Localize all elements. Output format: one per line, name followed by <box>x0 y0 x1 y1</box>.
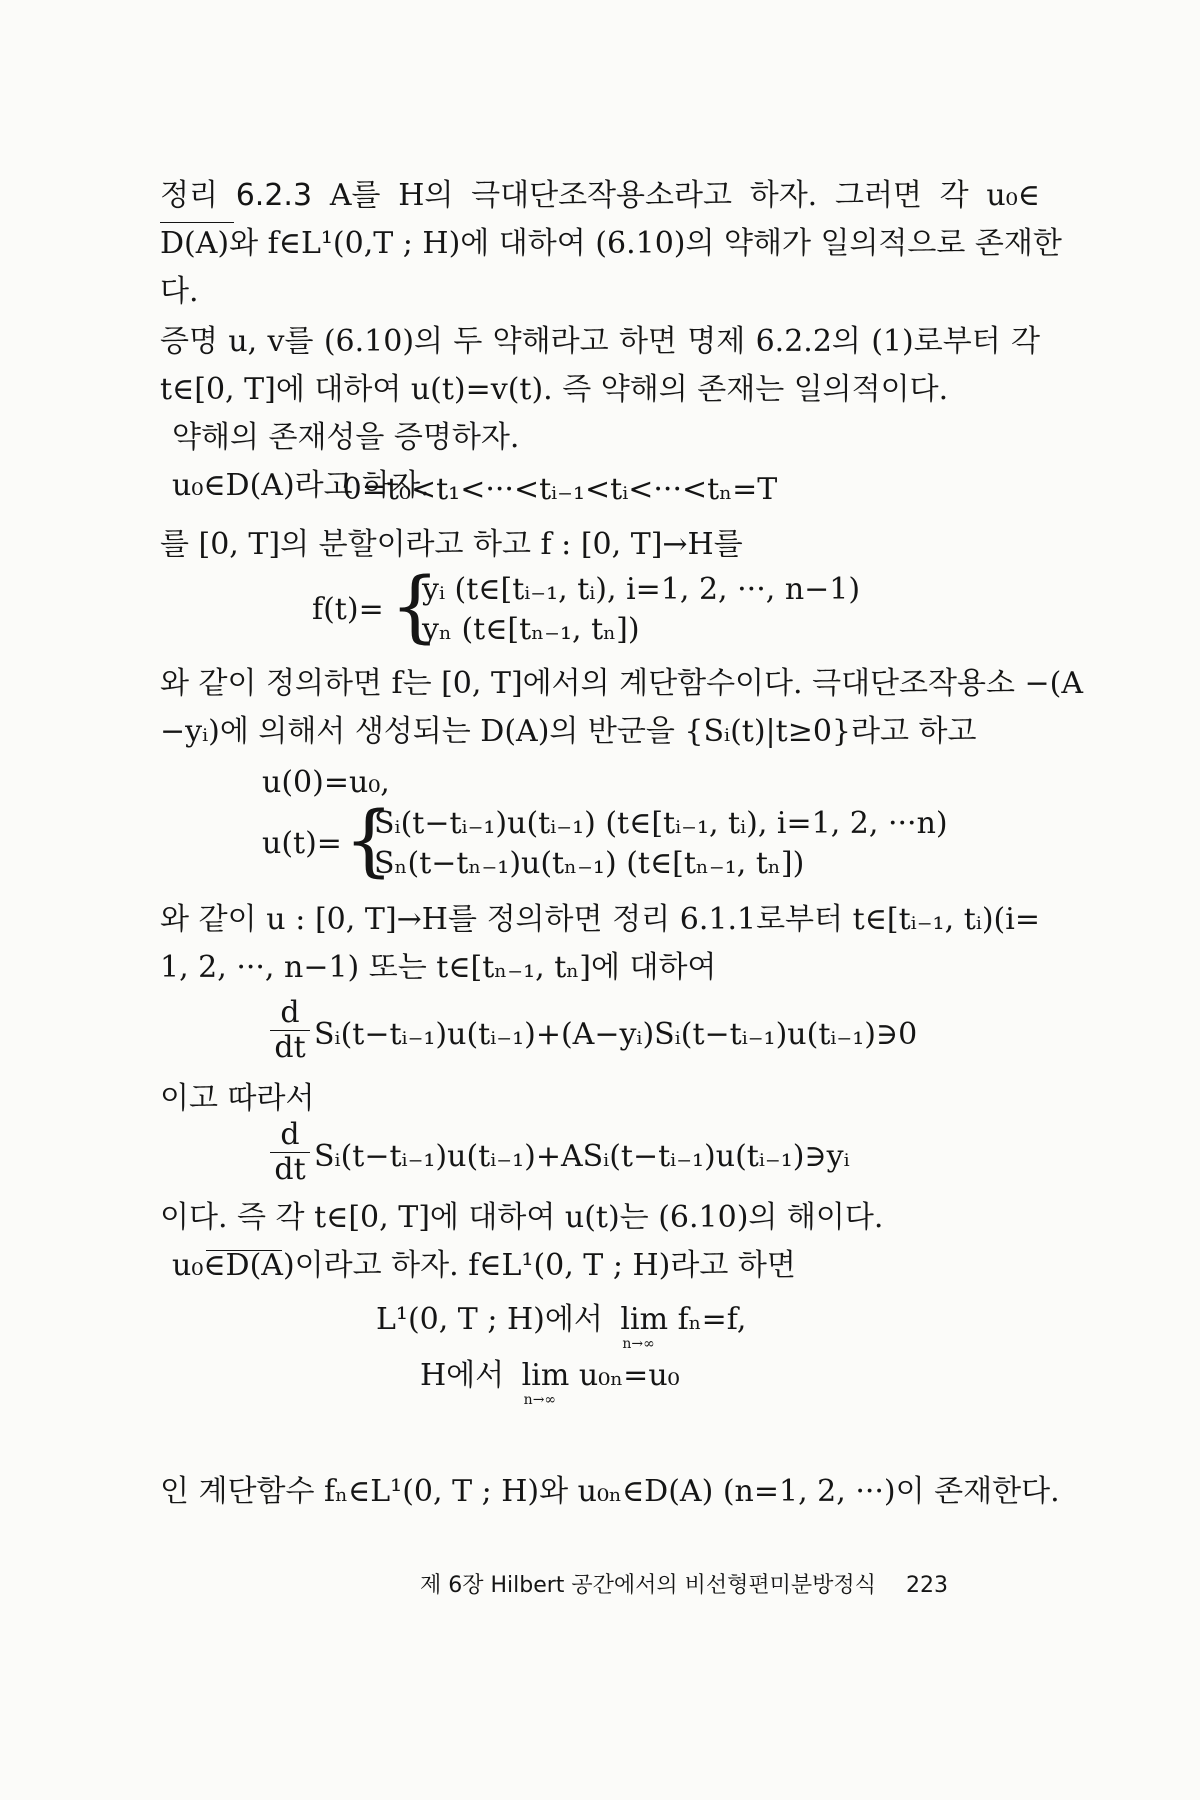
eq1-denominator: dt <box>274 1030 306 1065</box>
eq1-body: Sᵢ(t−tᵢ₋₁)u(tᵢ₋₁)+(A−yᵢ)Sᵢ(t−tᵢ₋₁)u(tᵢ₋₁)∋0 <box>314 1017 918 1052</box>
u-definition <box>262 796 948 886</box>
limit-row-1-operator: lim n→∞ <box>620 1302 669 1352</box>
eq1-numerator: d <box>270 996 310 1031</box>
u-paragraph <box>160 896 1040 992</box>
closure-overline <box>160 222 234 223</box>
final-line: 인 계단함수 fₙ∈L¹(0, T ; H)와 u₀ₙ∈D(A) (n=1, 2, ···)이 존재한다. <box>160 1474 1060 1509</box>
f-definition-row-2: yₙ (t∈[tₙ₋₁, tₙ]) <box>422 612 640 647</box>
theorem-label: 정리 6.2.3 <box>160 178 313 213</box>
eq2-numerator: d <box>270 1118 310 1153</box>
eq1-derivative <box>270 996 310 1065</box>
step-function-paragraph <box>160 660 1083 756</box>
u-definition-row-2: Sₙ(t−tₙ₋₁)u(tₙ₋₁) (t∈[tₙ₋₁, tₙ]) <box>374 846 805 881</box>
conclusion-paragraph <box>160 1194 1040 1290</box>
proof-line-1: 증명 u, v를 (6.10)의 두 약해라고 하면 명제 6.2.2의 (1)로부터 각 <box>160 324 1040 359</box>
limit-row-1-space: L¹(0, T ; H)에서 <box>376 1302 603 1337</box>
u-definition-row-1: Sᵢ(t−tᵢ₋₁)u(tᵢ₋₁) (t∈[tᵢ₋₁, tᵢ), i=1, 2, ···n) <box>374 806 948 841</box>
page-number: 223 <box>905 1573 948 1598</box>
u-definition-lhs: u(t)= <box>262 826 342 861</box>
partition-paragraph: 를 [0, T]의 분할이라고 하고 f : [0, T]→H를 <box>160 527 743 562</box>
limit-row-1-sub: n→∞ <box>622 1336 655 1352</box>
f-definition-lhs: f(t)= <box>312 592 384 627</box>
u-paragraph-line-2: 1, 2, ···, n−1) 또는 t∈[tₙ₋₁, tₙ]에 대하여 <box>160 950 717 985</box>
proof-label: 증명 <box>160 324 218 359</box>
limit-row-1 <box>376 1294 747 1352</box>
step-line-2: −yᵢ)에 의해서 생성되는 D(A)의 반군을 {Sᵢ(t)|t≥0}라고 하고 <box>160 714 977 749</box>
f-definition-row-1: yᵢ (t∈[tᵢ₋₁, tᵢ), i=1, 2, ···, n−1) <box>422 572 861 607</box>
limit-row-2-space: H에서 <box>420 1358 505 1393</box>
theorem-line-1: 정리 6.2.3 A를 H의 극대단조작용소라고 하자. 그러면 각 u₀∈ <box>160 178 1040 213</box>
final-paragraph <box>160 1468 1060 1516</box>
eq2-derivative <box>270 1118 310 1187</box>
conclusion-line-2: u₀∈D(A)이라고 하자. f∈L¹(0, T ; H)라고 하면 <box>172 1248 796 1283</box>
u-paragraph-line-1: 와 같이 u : [0, T]→H를 정의하면 정리 6.1.1로부터 t∈[tᵢ₋₁, tᵢ)(i= <box>160 902 1040 937</box>
partition-equation: 0=t₀<t₁<···<tᵢ₋₁<tᵢ<···<tₙ=T <box>342 472 778 507</box>
theorem-6-2-3 <box>160 172 1062 316</box>
therefore-text: 이고 따라서 <box>160 1081 315 1116</box>
limit-row-2-expr: u₀ₙ=u₀ <box>578 1358 680 1393</box>
u-definition-brace: { <box>344 796 394 886</box>
limit-row-2 <box>420 1350 680 1408</box>
u-initial: u(0)=u₀, <box>262 765 390 800</box>
f-definition <box>312 562 872 652</box>
f-definition-brace: { <box>390 562 440 652</box>
theorem-line-3: 다. <box>160 274 199 309</box>
proof-line-3: 약해의 존재성을 증명하자. <box>172 420 520 455</box>
closure-overline-2 <box>206 1250 282 1251</box>
chapter-title: 제 6장 Hilbert 공간에서의 비선형편미분방정식 <box>420 1573 876 1598</box>
page-footer <box>420 1568 948 1599</box>
limit-row-2-sub: n→∞ <box>523 1392 557 1408</box>
step-line-1: 와 같이 정의하면 f는 [0, T]에서의 계단함수이다. 극대단조작용소 −(A <box>160 666 1083 701</box>
eq2-body: Sᵢ(t−tᵢ₋₁)u(tᵢ₋₁)+ASᵢ(t−tᵢ₋₁)u(tᵢ₋₁)∋yᵢ <box>314 1139 850 1174</box>
eq2-denominator: dt <box>274 1152 306 1187</box>
limit-row-1-expr: fₙ=f, <box>677 1302 747 1337</box>
conclusion-line-1: 이다. 즉 각 t∈[0, T]에 대하여 u(t)는 (6.10)의 해이다. <box>160 1200 884 1235</box>
proof-line-4: u₀∈D(A)라고 하자. <box>172 468 430 503</box>
proof-line-2: t∈[0, T]에 대하여 u(t)=v(t). 즉 약해의 존재는 일의적이다. <box>160 372 949 407</box>
theorem-line-2: D(A)와 f∈L¹(0,T ; H)에 대하여 (6.10)의 약해가 일의적으로 존재한 <box>160 226 1062 261</box>
limit-row-2-operator: lim n→∞ <box>521 1358 570 1408</box>
